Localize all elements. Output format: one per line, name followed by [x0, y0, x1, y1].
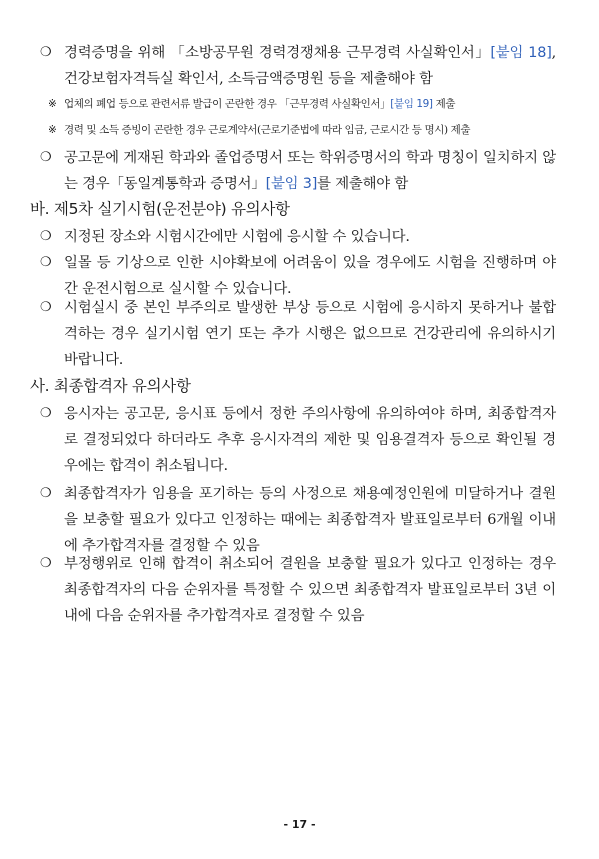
appendix-reference: [붙임 3]	[265, 176, 318, 192]
circle-bullet-icon: ❍	[40, 406, 52, 421]
list-item	[40, 40, 556, 92]
note-text: 경력 및 소득 증빙이 곤란한 경우 근로계약서(근로기준법에 따라 임금, 근로시간 등 명시) 제출	[64, 124, 471, 136]
note-line	[48, 122, 558, 138]
page-number: - 17 -	[283, 818, 316, 831]
list-item	[40, 145, 556, 197]
appendix-reference: [붙임 18]	[490, 45, 552, 61]
list-item	[40, 224, 556, 250]
note-text: 업체의 폐업 등으로 관련서류 발급이 곤란한 경우 「근무경력 사실확인서」	[64, 98, 391, 110]
item-text: 응시자는 공고문, 응시표 등에서 정한 주의사항에 유의하여야 하며, 최종합격자로 결정되었다 하더라도 추후 응시자격의 제한 및 임용결격자 등으로 확인될 경우에는 합격이 취소됩니다.	[64, 406, 556, 474]
circle-bullet-icon: ❍	[40, 556, 52, 571]
circle-bullet-icon: ❍	[40, 300, 52, 315]
reference-mark-icon: ※	[48, 124, 57, 136]
list-item	[40, 551, 556, 629]
item-text: 시험실시 중 본인 부주의로 발생한 부상 등으로 시험에 응시하지 못하거나 불합격하는 경우 실기시험 연기 또는 추가 시행은 없으므로 건강관리에 유의하시기 바랍니다.	[64, 300, 556, 368]
section-heading: 바. 제5차 실기시험(운전분야) 유의사항	[30, 200, 290, 218]
appendix-reference: [붙임 19]	[390, 98, 433, 110]
item-text: 최종합격자가 임용을 포기하는 등의 사정으로 채용예정인원에 미달하거나 결원을 보충할 필요가 있다고 인정하는 때에는 최종합격자 발표일로부터 6개월 이내에 추가합격자를 결정할 수 있음	[64, 486, 556, 554]
circle-bullet-icon: ❍	[40, 229, 52, 244]
list-item	[40, 295, 556, 373]
list-item	[40, 401, 556, 479]
item-text-part: 경력증명을 위해 「소방공무원 경력경쟁채용 근무경력 사실확인서」	[64, 45, 491, 61]
item-text: 지정된 장소와 시험시간에만 시험에 응시할 수 있습니다.	[64, 229, 410, 245]
circle-bullet-icon: ❍	[40, 486, 52, 501]
note-text: 제출	[432, 98, 456, 110]
item-text-part: 공고문에 게재된 학과와 졸업증명서 또는 학위증명서의 학과 명칭이 일치하지 않는 경우「동일계통학과 증명서」	[64, 150, 556, 192]
item-text	[64, 145, 556, 197]
item-text: 부정행위로 인해 합격이 취소되어 결원을 보충할 필요가 있다고 인정하는 경우 최종합격자의 다음 순위자를 특정할 수 있으면 최종합격자 발표일로부터 3년 이내에 다음 순위자를 추가합격자로 결정할 수 있음	[64, 556, 556, 624]
item-text-part: 를 제출해야 함	[317, 176, 409, 192]
circle-bullet-icon: ❍	[40, 255, 52, 270]
item-text	[64, 40, 556, 92]
list-item	[40, 481, 556, 559]
circle-bullet-icon: ❍	[40, 45, 52, 60]
note-line	[48, 96, 558, 112]
reference-mark-icon: ※	[48, 98, 57, 110]
item-text-part: , 건강보험자격득실 확인서, 소득금액증명원 등을 제출해야 함	[64, 45, 556, 87]
item-text: 일몰 등 기상으로 인한 시야확보에 어려움이 있을 경우에도 시험을 진행하며 야간 운전시험으로 실시할 수 있습니다.	[64, 255, 556, 297]
section-heading: 사. 최종합격자 유의사항	[30, 377, 191, 395]
circle-bullet-icon: ❍	[40, 150, 52, 165]
